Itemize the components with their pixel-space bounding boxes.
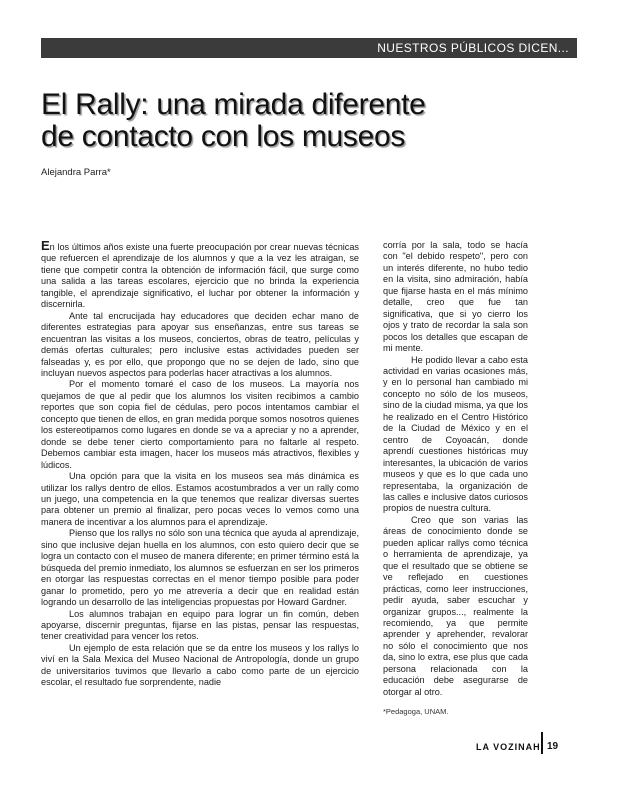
author-footnote: *Pedagoga, UNAM. <box>383 707 449 716</box>
body-paragraph: Un ejemplo de esta relación que se da entre los museos y los rallys lo viví en la Sala Mexica del Museo Nacional de Antropología, donde un grupo de universitarios tuvimos que llevarlo a cabo como parte de un ejercicio escolar, el resultado fue sorprendente, nadie <box>41 642 359 688</box>
footer-divider <box>541 732 543 754</box>
body-paragraph: corría por la sala, todo se hacía con "el debido respeto", pero con un interés diferente, no hubo tedio en la visita, sino admiración, había que fijarse hasta en el más mínimo detalle, creo que fue tan significativa, que si yo cierro los ojos y trato de recordar la sala son pocos los detalles que escapan de mi mente. <box>383 240 528 354</box>
section-header-bar <box>41 38 577 58</box>
article-author: Alejandra Parra* <box>41 167 111 178</box>
article-title <box>41 89 581 153</box>
body-paragraph: He podido llevar a cabo esta actividad en varias ocasiones más, y en lo personal han cambiado mi concepto no sólo de los museos, sino de la ciudad misma, ya que los he realizado en el Centro Histórico de la Ciudad de México y en el centro de Coyoacán, donde aprendí cuestiones históricas muy interesantes, la ubicación de varios museos y que es lo que cada uno representaba, la organización de las calles e inclusive datos curiosos propios de nuestra cultura. <box>383 354 528 514</box>
magazine-name: LA VOZINAH <box>476 742 541 752</box>
right-column <box>383 240 528 698</box>
body-paragraph: Los alumnos trabajan en equipo para lograr un fin común, deben apoyarse, discernir preguntas, fijarse en las pistas, pensar las respuestas, tener creatividad para vencer los retos. <box>41 608 359 642</box>
article-title-line-1: El Rally: una mirada diferente <box>41 88 426 121</box>
body-paragraph: Una opción para que la visita en los museos sea más dinámica es utilizar los rallys dentro de ellos. Estamos acostumbrados a ver un rally como un juego, una competencia en la que tenemos que realizar diversas suertes para obtener un premio al finalizar, pero pocas veces lo vemos como una manera de incentivar a los alumnos para el aprendizaje. <box>41 471 359 527</box>
body-paragraph: Por el momento tomaré el caso de los museos. La mayoría nos quejamos de que al pedir que los alumnos los visiten recibimos a cambio reportes que son copia fiel de cédulas, pero pocos intentamos cambiar el concepto que tienen de ellos, en gran medida porque somos nosotros quienes los estereotipamos como lugares en donde se va a apreciar y no a aprender, donde se debe tener cierto comportamiento para no faltarle al respeto. Debemos cambiar esta imagen, hacer los museos más atractivos, flexibles y lúdicos. <box>41 379 359 470</box>
body-paragraph: Pienso que los rallys no sólo son una técnica que ayuda al aprendizaje, sino que inclusive dejan huella en los alumnos, con esto quiero decir que se logra un contacto con el museo de manera diferente; en primer término está la búsqueda del premio inmediato, los alumnos se esfuerzan en ser los primeros en otorgar las respuestas correctas en el menor tiempo posible para poder ganar lo prometido, pero yo me atrevería a decir que en realidad están logrando un desarrollo de las inteligencias propuestas por Howard Gardner. <box>41 528 359 608</box>
body-paragraph: Creo que son varias las áreas de conocimiento donde se pueden aplicar rallys como técnica o herramienta de aprendizaje, ya que el resultado que se obtiene se ve reflejado en cuestiones prácticas, como leer instrucciones, pedir ayuda, saber escuchar y organizar grupos..., realmente la recomiendo, ya que permite aprender y aprehender, revalorar no sólo el conocimiento que nos da, sino lo extra, ese plus que cada persona relacionada con la educación debe asegurarse de otorgar al otro. <box>383 514 528 697</box>
section-title: NUESTROS PÚBLICOS DICEN... <box>377 41 569 55</box>
page-number: 19 <box>547 741 559 752</box>
article-title-line-2: de contacto con los museos <box>41 120 406 153</box>
drop-cap: E <box>41 238 50 253</box>
body-paragraph: Ante tal encrucijada hay educadores que deciden echar mano de diferentes estrategias para apoyar sus enseñanzas, entre sus tareas se encuentran las visitas a los museos, conciertos, obras de teatro, películas y demás ofertas culturales; pero inclusive estas actividades pueden ser falseadas y, es por ello, que propongo que no se dejen de lado, sino que incluyan nuevos aspectos para poderlas hacer atractivas a los alumnos. <box>41 310 359 378</box>
body-paragraph: En los últimos años existe una fuerte preocupación por crear nuevas técnicas que refuercen el aprendizaje de los alumnos y que a la vez les atraigan, se tiene que competir contra la obtención de información fácil, que surge como una salida a las tareas escolares, ejercicio que no brinda la experiencia tangible, el aprendizaje significativo, el luchar por obtener la información y discernirla. <box>41 238 359 310</box>
left-column <box>41 240 359 689</box>
